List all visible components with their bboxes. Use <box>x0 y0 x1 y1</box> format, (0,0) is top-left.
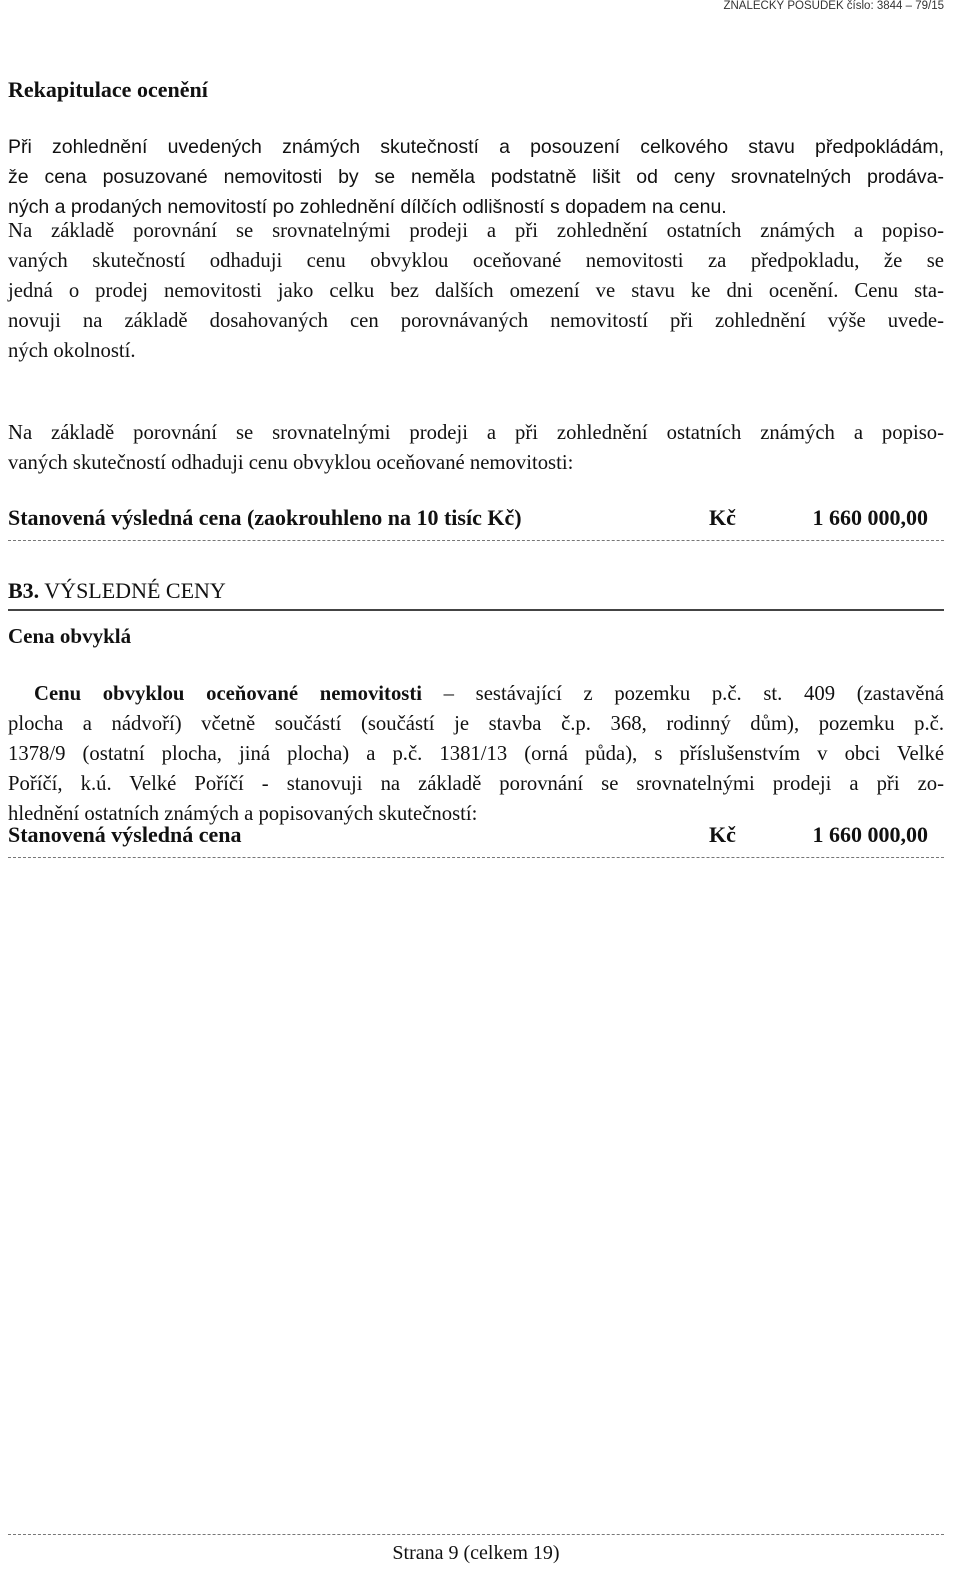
paragraph-line: vaných skutečností odhaduji cenu obvyklou oceňované nemovitosti za předpokladu, že se <box>8 250 944 272</box>
paragraph-line: novuji na základě dosahovaných cen porovnávaných nemovitostí při zohlednění výše uvede- <box>8 310 944 332</box>
section-divider <box>8 609 944 611</box>
section-result-row <box>8 822 928 852</box>
paragraph-lead: Cenu obvyklou oceňované nemovitosti <box>34 683 422 705</box>
divider <box>8 540 944 541</box>
paragraph-line: plocha a nádvoří) včetně součástí (součástí je stavba č.p. 368, rodinný dům), pozemku p.č. <box>8 713 944 735</box>
recap-paragraph-1 <box>8 132 944 222</box>
paragraph-line: ných a prodaných nemovitostí po zohlednění dílčích odlišností s dopadem na cenu. <box>8 196 727 218</box>
paragraph-lead-rest: – sestávající z pozemku p.č. st. 409 (zastavěná <box>421 683 944 705</box>
document-header: ZNALECKÝ POSUDEK číslo: 3844 – 79/15 <box>723 0 944 12</box>
section-paragraph <box>8 679 944 829</box>
section-title: VÝSLEDNÉ CENY <box>44 578 226 603</box>
paragraph-line: Na základě porovnání se srovnatelnými prodeji a při zohlednění ostatních známých a popiso- <box>8 220 944 242</box>
result-label: Stanovená výsledná cena (zaokrouhleno na 10 tisíc Kč) <box>8 505 522 530</box>
section-number: B3. <box>8 578 40 603</box>
paragraph-line: Na základě porovnání se srovnatelnými prodeji a při zohlednění ostatních známých a popiso- <box>8 422 944 444</box>
paragraph-line: Poříčí, k.ú. Velké Poříčí - stanovuji na základě porovnání se srovnatelnými prodeji a při zo- <box>8 773 944 795</box>
paragraph-line: ných okolností. <box>8 340 136 362</box>
paragraph-line: Při zohlednění uvedených známých skutečností a posouzení celkového stavu předpokládám, <box>8 136 944 158</box>
recap-title: Rekapitulace ocenění <box>8 77 208 102</box>
divider <box>8 857 944 858</box>
paragraph-line <box>8 679 944 709</box>
result-currency: Kč <box>709 822 736 847</box>
paragraph-line: hlednění ostatních známých a popisovaných skutečností: <box>8 803 478 825</box>
result-label: Stanovená výsledná cena <box>8 822 242 847</box>
section-heading <box>8 578 226 604</box>
recap-result-row <box>8 505 928 535</box>
page-number: Strana 9 (celkem 19) <box>392 1542 560 1564</box>
paragraph-line: 1378/9 (ostatní plocha, jiná plocha) a p.č. 1381/13 (orná půda), s příslušenstvím v obci Velké <box>8 743 944 765</box>
paragraph-line: jedná o prodej nemovitosti jako celku bez dalších omezení ve stavu ke dni ocenění. Cenu sta- <box>8 280 944 302</box>
footer-divider <box>8 1534 944 1535</box>
section-subtitle: Cena obvyklá <box>8 624 132 648</box>
paragraph-line: že cena posuzované nemovitosti by se neměla podstatně lišit od ceny srovnatelných prodáva- <box>8 166 944 188</box>
paragraph-line: vaných skutečností odhaduji cenu obvyklou oceňované nemovitosti: <box>8 452 574 474</box>
recap-paragraph-3 <box>8 418 944 478</box>
result-amount: 1 660 000,00 <box>812 822 928 847</box>
recap-paragraph-2 <box>8 216 944 366</box>
result-amount: 1 660 000,00 <box>812 505 928 530</box>
result-currency: Kč <box>709 505 736 530</box>
